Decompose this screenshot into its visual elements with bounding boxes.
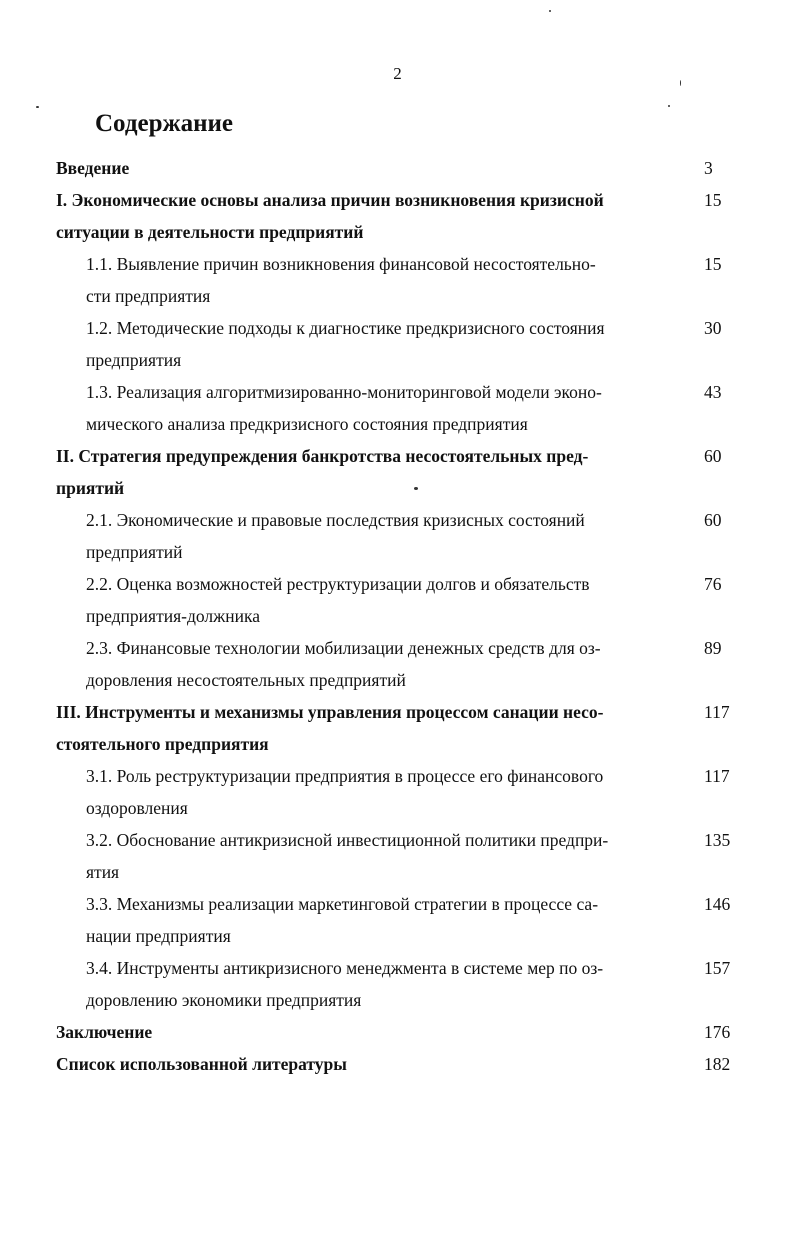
toc-entry [56, 504, 746, 568]
toc-entry-line: Введение [56, 158, 130, 178]
page-number: 2 [393, 64, 402, 83]
toc-entry [56, 312, 746, 376]
toc-entry [56, 888, 746, 952]
toc-entry-title [56, 376, 686, 440]
scan-speck [549, 10, 551, 12]
toc-entry-line: ситуации в деятельности предприятий [56, 222, 364, 242]
toc-entry-page: 135 [704, 830, 731, 850]
toc-entry-page: 117 [704, 702, 730, 722]
scan-speck [414, 487, 418, 490]
toc-entry-title [56, 632, 686, 696]
toc-entry [56, 952, 746, 1016]
toc-entry-page: 182 [704, 1054, 731, 1074]
toc-entry-line: II. Стратегия предупреждения банкротства несостоятельных пред- [56, 446, 589, 466]
toc-entry-title [56, 824, 686, 888]
toc-entry [56, 632, 746, 696]
scan-speck [36, 106, 39, 108]
toc-entry-line: 3.4. Инструменты антикризисного менеджмента в системе мер по оз- [86, 958, 604, 978]
toc-entry-page: 89 [704, 638, 722, 658]
toc-entry-page: 15 [704, 190, 722, 210]
toc-entry-line: сти предприятия [86, 286, 211, 306]
toc-entry-line: Заключение [56, 1022, 153, 1042]
toc-entry-line: 1.2. Методические подходы к диагностике предкризисного состояния [86, 318, 605, 338]
toc-entry-line: доровления несостоятельных предприятий [86, 670, 406, 690]
toc-entry-title [56, 440, 686, 504]
toc-entry-title [56, 696, 686, 760]
toc-entry-title [56, 504, 686, 568]
toc-entry-page: 60 [704, 510, 722, 530]
toc-entry [56, 376, 746, 440]
toc-entry-line: мического анализа предкризисного состояния предприятия [86, 414, 528, 434]
page-title: Содержание [95, 110, 234, 137]
table-of-contents [56, 152, 746, 1080]
toc-entry-line: 2.3. Финансовые технологии мобилизации денежных средств для оз- [86, 638, 601, 658]
toc-entry [56, 248, 746, 312]
toc-entry-line: приятий [56, 478, 125, 498]
toc-entry-title [56, 312, 686, 376]
toc-entry-page: 3 [704, 158, 713, 178]
toc-entry-line: 3.1. Роль реструктуризации предприятия в процессе его финансового [86, 766, 604, 786]
toc-entry-page: 43 [704, 382, 722, 402]
toc-entry-line: 3.3. Механизмы реализации маркетинговой стратегии в процессе са- [86, 894, 599, 914]
toc-entry-line: ятия [86, 862, 120, 882]
toc-entry-title [56, 152, 686, 184]
toc-entry-line: оздоровления [86, 798, 188, 818]
toc-entry-line: 2.2. Оценка возможностей реструктуризации долгов и обязательств [86, 574, 590, 594]
toc-entry-line: предприятия-должника [86, 606, 260, 626]
toc-entry [56, 152, 746, 184]
toc-entry-title [56, 568, 686, 632]
toc-entry-page: 117 [704, 766, 730, 786]
toc-entry-page: 176 [704, 1022, 731, 1042]
toc-entry-title [56, 952, 686, 1016]
toc-entry-title [56, 760, 686, 824]
toc-entry-line: стоятельного предприятия [56, 734, 269, 754]
toc-entry-line: 1.3. Реализация алгоритмизированно-мониторинговой модели эконо- [86, 382, 602, 402]
toc-entry-page: 60 [704, 446, 722, 466]
toc-entry-line: доровлению экономики предприятия [86, 990, 362, 1010]
toc-entry-line: I. Экономические основы анализа причин возникновения кризисной [56, 190, 604, 210]
toc-entry [56, 1048, 746, 1080]
toc-entry-title [56, 1048, 686, 1080]
toc-entry-page: 15 [704, 254, 722, 274]
toc-entry [56, 1016, 746, 1048]
toc-entry [56, 760, 746, 824]
toc-entry [56, 696, 746, 760]
toc-entry-line: 2.1. Экономические и правовые последствия кризисных состояний [86, 510, 585, 530]
toc-entry [56, 184, 746, 248]
toc-entry-title [56, 248, 686, 312]
toc-entry-line: предприятий [86, 542, 183, 562]
toc-entry [56, 440, 746, 504]
toc-entry-line: III. Инструменты и механизмы управления процессом санации несо- [56, 702, 604, 722]
toc-entry-line: нации предприятия [86, 926, 231, 946]
toc-entry-line: 1.1. Выявление причин возникновения финансовой несостоятельно- [86, 254, 596, 274]
toc-entry-title [56, 1016, 686, 1048]
toc-entry-page: 76 [704, 574, 722, 594]
toc-entry [56, 568, 746, 632]
toc-entry-page: 30 [704, 318, 722, 338]
toc-entry-page: 157 [704, 958, 731, 978]
toc-entry-title [56, 888, 686, 952]
toc-entry-line: предприятия [86, 350, 182, 370]
scan-speck [680, 80, 681, 86]
toc-entry-line: Список использованной литературы [56, 1054, 347, 1074]
toc-entry [56, 824, 746, 888]
toc-entry-line: 3.2. Обоснование антикризисной инвестиционной политики предпри- [86, 830, 609, 850]
toc-entry-page: 146 [704, 894, 731, 914]
toc-entry-title [56, 184, 686, 248]
scan-speck [668, 105, 670, 107]
